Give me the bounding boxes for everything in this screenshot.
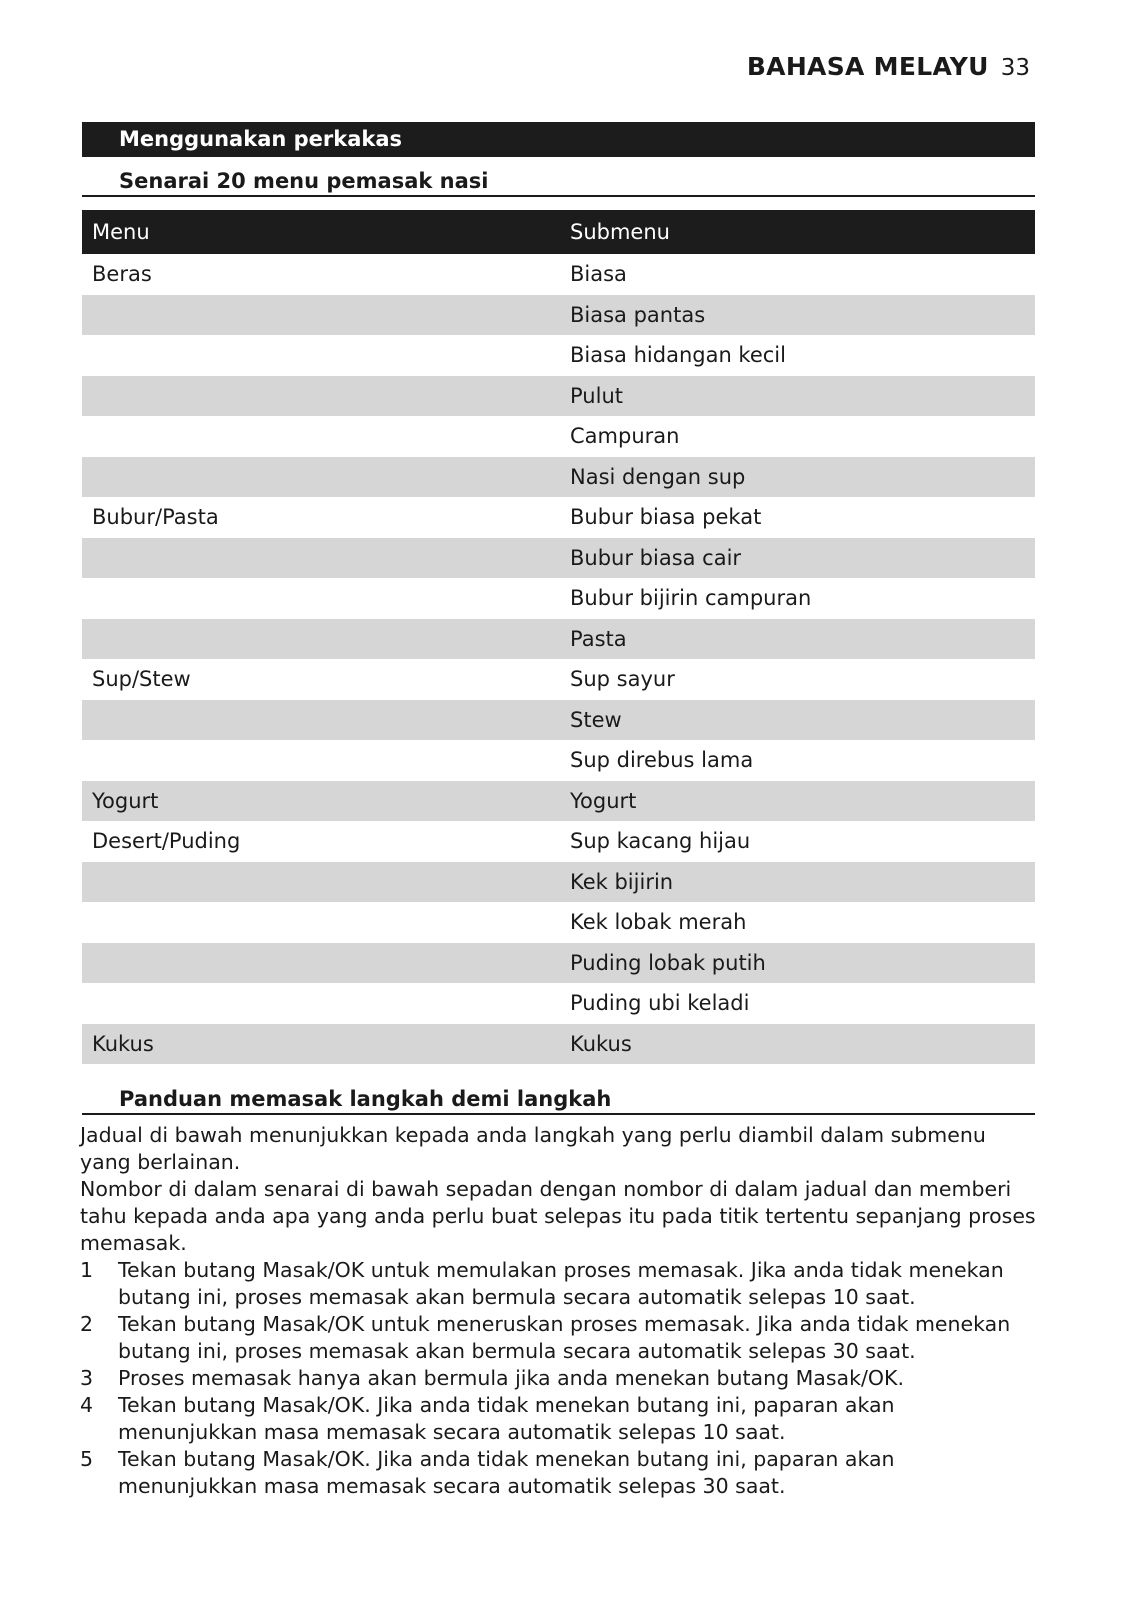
menu-cell — [82, 376, 560, 417]
menu-cell — [82, 295, 560, 336]
table-row — [82, 781, 1035, 822]
step-number: 5 — [80, 1447, 94, 1471]
menu-cell — [82, 902, 560, 943]
submenu-cell: Sup kacang hijau — [570, 829, 751, 854]
submenu-cell: Sup sayur — [570, 667, 675, 692]
guide-heading: Panduan memasak langkah demi langkah — [82, 1083, 1035, 1115]
menu-cell — [82, 578, 560, 619]
table-row — [82, 943, 1035, 984]
table-row — [82, 538, 1035, 579]
step-text: Tekan butang Masak/OK untuk memulakan proses memasak. Jika anda tidak menekan butang ini, proses memasak akan bermula secara automatik selepas 10 saat. — [118, 1258, 1004, 1309]
table-row — [82, 659, 1035, 700]
list-item — [80, 1446, 1040, 1500]
step-text: Tekan butang Masak/OK. Jika anda tidak menekan butang ini, paparan akan menunjukkan masa memasak secara automatik selepas 30 saat. — [118, 1447, 895, 1498]
table-row — [82, 457, 1035, 498]
submenu-cell: Bubur biasa pekat — [570, 505, 762, 530]
submenu-cell: Biasa pantas — [560, 295, 1035, 336]
table-row — [82, 254, 1035, 295]
table-row — [82, 295, 1035, 336]
menu-cell — [82, 619, 560, 660]
menu-cell — [82, 335, 560, 376]
column-header-menu: Menu — [82, 210, 560, 254]
submenu-cell: Kek bijirin — [560, 862, 1035, 903]
menu-cell — [82, 538, 560, 579]
table-row — [82, 862, 1035, 903]
table-row — [82, 740, 1035, 781]
menu-cell: Yogurt — [82, 781, 560, 822]
submenu-cell: Yogurt — [560, 781, 1035, 822]
table-row — [82, 1024, 1035, 1065]
menu-cell — [82, 700, 560, 741]
table-row — [82, 335, 1035, 376]
column-header-submenu: Submenu — [560, 210, 1035, 254]
submenu-cell: Pulut — [560, 376, 1035, 417]
submenu-cell: Puding lobak putih — [560, 943, 1035, 984]
step-number: 4 — [80, 1393, 94, 1417]
submenu-cell: Pasta — [560, 619, 1035, 660]
submenu-cell: Biasa hidangan kecil — [570, 343, 786, 368]
submenu-cell: Kek lobak merah — [570, 910, 747, 935]
menu-cell — [82, 740, 560, 781]
step-number: 1 — [80, 1258, 94, 1282]
menu-cell — [82, 943, 560, 984]
submenu-cell: Sup direbus lama — [570, 748, 754, 773]
guide-intro-paragraph: Jadual di bawah menunjukkan kepada anda langkah yang perlu diambil dalam submenu yang berlainan. — [80, 1123, 986, 1174]
guide-intro-paragraph: Nombor di dalam senarai di bawah sepadan dengan nombor di dalam jadual dan memberi tahu kepada anda apa yang anda perlu buat selepas itu pada titik tertentu sepanjang proses memasak. — [80, 1177, 1036, 1255]
submenu-cell: Nasi dengan sup — [560, 457, 1035, 498]
step-text: Tekan butang Masak/OK. Jika anda tidak menekan butang ini, paparan akan menunjukkan masa memasak secara automatik selepas 10 saat. — [118, 1393, 895, 1444]
submenu-cell: Bubur biasa cair — [560, 538, 1035, 579]
page-number: 33 — [1000, 55, 1030, 81]
table-row — [82, 821, 1035, 862]
guide-body — [80, 1122, 1040, 1500]
submenu-cell: Stew — [560, 700, 1035, 741]
submenu-cell: Kukus — [560, 1024, 1035, 1065]
menu-cell — [82, 416, 560, 457]
submenu-cell: Bubur bijirin campuran — [570, 586, 812, 611]
table-header-row — [82, 210, 1035, 254]
submenu-cell: Puding ubi keladi — [570, 991, 750, 1016]
list-item — [80, 1365, 1040, 1392]
table-row — [82, 578, 1035, 619]
step-number: 3 — [80, 1366, 94, 1390]
menu-cell: Kukus — [82, 1024, 560, 1065]
menu-list-heading: Senarai 20 menu pemasak nasi — [82, 165, 1035, 197]
step-text: Proses memasak hanya akan bermula jika anda menekan butang Masak/OK. — [118, 1366, 904, 1390]
table-row — [82, 902, 1035, 943]
menu-cell: Beras — [92, 262, 152, 287]
menu-cell — [82, 983, 560, 1024]
list-item — [80, 1311, 1040, 1365]
menu-cell — [82, 862, 560, 903]
list-item — [80, 1392, 1040, 1446]
menu-table — [82, 210, 1035, 1064]
menu-cell: Bubur/Pasta — [92, 505, 219, 530]
step-text: Tekan butang Masak/OK untuk meneruskan proses memasak. Jika anda tidak menekan butang ini, proses memasak akan bermula secara automatik selepas 30 saat. — [118, 1312, 1011, 1363]
table-row — [82, 700, 1035, 741]
submenu-cell: Biasa — [570, 262, 627, 287]
language-label: BAHASA MELAYU — [746, 52, 989, 81]
table-row — [82, 376, 1035, 417]
steps-list — [80, 1257, 1040, 1500]
section-title: Menggunakan perkakas — [82, 122, 1035, 157]
step-number: 2 — [80, 1312, 94, 1336]
menu-cell: Sup/Stew — [92, 667, 191, 692]
submenu-cell: Campuran — [570, 424, 680, 449]
page-header — [747, 52, 1030, 81]
table-row — [82, 416, 1035, 457]
table-row — [82, 619, 1035, 660]
table-row — [82, 497, 1035, 538]
menu-cell — [82, 457, 560, 498]
menu-cell: Desert/Puding — [92, 829, 241, 854]
table-row — [82, 983, 1035, 1024]
list-item — [80, 1257, 1040, 1311]
